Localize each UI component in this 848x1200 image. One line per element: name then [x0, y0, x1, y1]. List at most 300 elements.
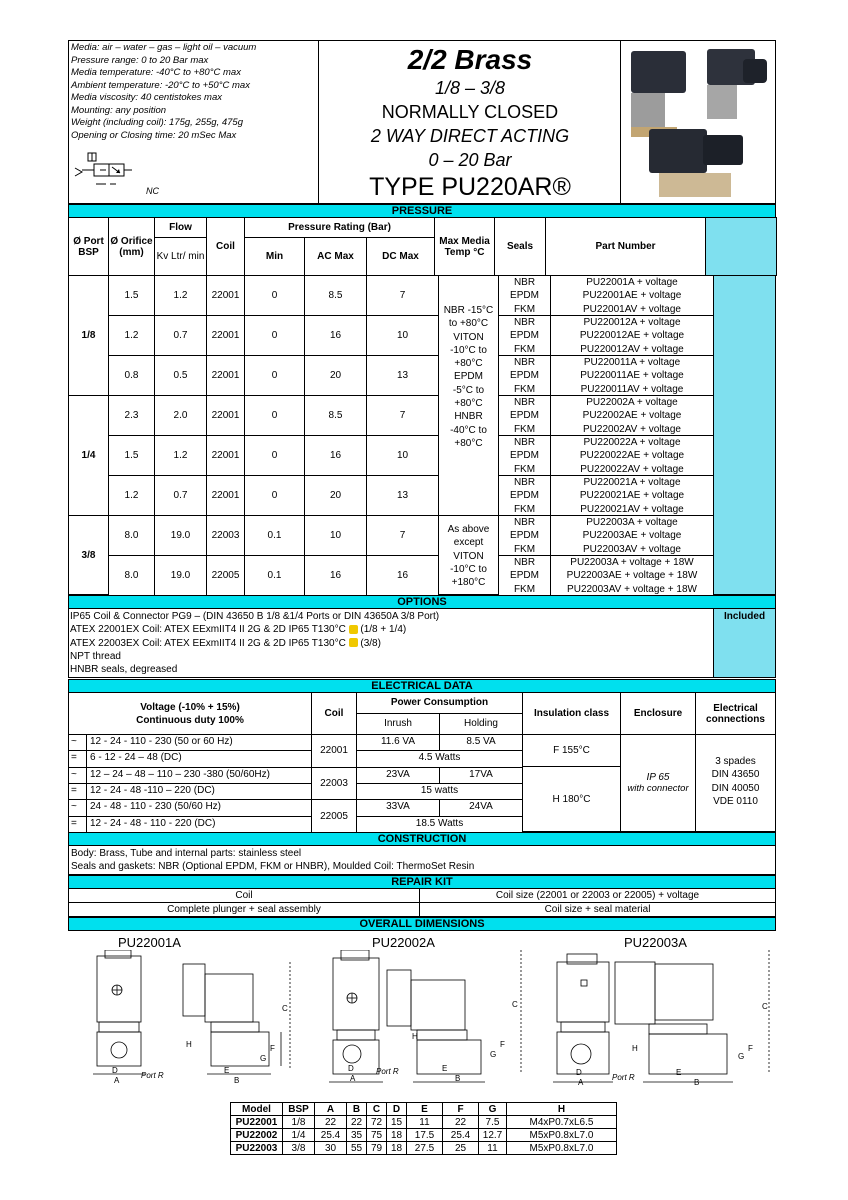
port-cell [68, 395, 109, 516]
spec-line: Media: air – water – gas – light oil – vacuum [71, 42, 257, 53]
elec-coil-header-text: Coil [324, 708, 344, 719]
pressure-cell-kv [154, 395, 207, 436]
header-divider-right [620, 40, 621, 204]
pressure-range: 0 – 20 Bar [428, 150, 512, 170]
seal-line: EPDM [510, 490, 539, 502]
pressure-value-kv: 1.2 [173, 290, 188, 301]
construction-line: Body: Brass, Tube and internal parts: stainless steel [71, 848, 302, 859]
dim-h-label: H [632, 1044, 638, 1053]
pressure-cell-coil [206, 435, 245, 476]
dim-c-label: C [282, 1004, 288, 1013]
pressure-value-dc: 13 [396, 490, 409, 501]
cyan-column [706, 218, 777, 276]
dim-value-cell: 72 [367, 1116, 387, 1129]
dim-h-label: H [186, 1040, 192, 1049]
insulation-f-cell [522, 734, 621, 767]
pressure-body [68, 275, 776, 595]
dc-watts-cell: 4.5 Watts [356, 750, 523, 767]
part-number-line: PU22002AE + voltage [582, 410, 682, 422]
pressure-cell-coil [206, 315, 245, 356]
dim-value-cell: 79 [367, 1142, 387, 1155]
connections-header-text: Electrical connections [706, 702, 765, 725]
elec-coil-cell [311, 799, 357, 833]
dim-value-cell: 15 [387, 1116, 407, 1129]
pressure-cell-orifice [108, 355, 155, 396]
pressure-cell-kv [154, 515, 207, 556]
temp-line: EPDM [454, 371, 483, 383]
construction-section-header: CONSTRUCTION [68, 832, 776, 846]
dim-value-cell: 35 [347, 1129, 367, 1142]
seals-cell [498, 475, 551, 516]
seal-line: NBR [513, 477, 536, 488]
dim-g-label: G [738, 1052, 745, 1061]
pressure-value-dc: 7 [399, 290, 406, 301]
port-r-label: Port R [141, 1071, 164, 1080]
min-header: Min [245, 238, 305, 276]
spec-line: Mounting: any position [71, 104, 167, 116]
pressure-cell-dc [366, 515, 439, 556]
temp-line: -5°C to [452, 384, 485, 396]
duty-header: Continuous duty 100% [136, 715, 244, 726]
pressure-value-coil: 22001 [211, 370, 240, 381]
spec-line: Ambient temperature: -20°C to +50°C max [71, 79, 250, 91]
pressure-table [68, 217, 777, 276]
dim-table-header: Model [231, 1103, 283, 1116]
pressure-cell-dc [366, 555, 439, 596]
spec-line: Media viscosity: 40 centistokes max [71, 92, 223, 103]
dim-table-header: E [407, 1103, 443, 1116]
part-number-cell [550, 555, 714, 596]
pressure-cell-ac [304, 435, 367, 476]
dim-value-cell: 25.4 [443, 1129, 479, 1142]
port-header: Ø Port BSP [69, 218, 109, 276]
port-r-label: Port R [612, 1073, 635, 1082]
direct-acting: 2 WAY DIRECT ACTING [370, 126, 570, 146]
port-cell [68, 275, 109, 396]
power-header-text: Power Consumption [390, 697, 489, 708]
elec-coil-value: 22003 [320, 777, 348, 789]
part-number-line: PU22002A + voltage [586, 397, 678, 408]
holding-header [439, 713, 523, 735]
part-number-line: PU220011A + voltage [583, 357, 681, 368]
dim-table-header: D [387, 1103, 407, 1116]
seal-line: FKM [513, 583, 536, 595]
dim-value-cell: 17.5 [407, 1129, 443, 1142]
holding-cell: 8.5 VA [439, 734, 523, 751]
dim-value-cell: 18 [387, 1129, 407, 1142]
temp-line: to +80°C [448, 318, 489, 330]
pressure-cell-ac [304, 275, 367, 316]
temp-line: -40°C to [450, 424, 487, 436]
size-range: 1/8 – 3/8 [434, 78, 506, 98]
title-block [320, 44, 620, 202]
pressure-cell-min [244, 435, 305, 476]
part-number-line: PU22003AV + voltage + 18W [567, 583, 697, 595]
pressure-value-ac: 8.5 [328, 290, 343, 301]
seal-line: NBR [513, 557, 536, 568]
voltage-value: 12 - 24 - 110 - 230 (50 or 60 Hz) [86, 734, 312, 751]
atex-icon [349, 625, 358, 634]
normally-closed: NORMALLY CLOSED [381, 102, 559, 122]
pressure-cell-dc [366, 475, 439, 516]
dim-value-cell: 55 [347, 1142, 367, 1155]
seals-cell [498, 355, 551, 396]
pressure-cell-orifice [108, 275, 155, 316]
option-suffix: (3/8) [360, 637, 381, 649]
pressure-cell-coil [206, 355, 245, 396]
coil-header: Coil [207, 218, 245, 276]
pressure-value-min: 0.1 [267, 570, 282, 581]
temp-line: -10°C to [450, 563, 487, 575]
pressure-cell-kv [154, 555, 207, 596]
holding-cell: 17VA [439, 767, 523, 784]
dim-c-label: C [512, 1000, 518, 1009]
repair-item: Coil [69, 889, 420, 903]
pressure-cell-orifice [108, 395, 155, 436]
dim-model-cell: PU22003 [231, 1142, 283, 1155]
voltage-symbol: = [68, 750, 87, 767]
insulation-h: H 180°C [552, 793, 591, 805]
pressure-cell-coil [206, 555, 245, 596]
part-number-line: PU22001AV + voltage [583, 303, 681, 315]
pressure-value-coil: 22001 [211, 410, 240, 421]
seal-line: NBR [513, 277, 536, 288]
voltage-symbol: ~ [68, 767, 87, 784]
voltage-value: 6 - 12 - 24 – 48 (DC) [86, 750, 312, 767]
option-line: IP65 Coil & Connector PG9 – (DIN 43650 B 1/8 &1/4 Ports or DIN 43650A 3/8 Port) [70, 611, 440, 622]
seal-line: NBR [513, 517, 536, 528]
dim-d-label: D [576, 1068, 582, 1077]
part-number-line: PU220022AE + voltage [579, 450, 685, 462]
temp-line: VITON [453, 331, 484, 343]
seal-line: EPDM [510, 330, 539, 342]
connections-header [695, 692, 776, 735]
temp-line: except [453, 537, 484, 549]
voltage-symbol: = [68, 783, 87, 800]
inrush-cell: 23VA [356, 767, 440, 784]
port-value: 1/4 [81, 450, 96, 461]
dim-table-header: BSP [283, 1103, 315, 1116]
seal-line: FKM [513, 543, 536, 555]
dim-e-label: E [224, 1066, 230, 1075]
dim-value-cell: 7.5 [479, 1116, 507, 1129]
part-number-line: PU220021A + voltage [583, 477, 681, 488]
construction-line: Seals and gaskets: NBR (Optional EPDM, FKM or HNBR), Moulded Coil: ThermoSet Resin [71, 860, 475, 872]
inrush-header-text: Inrush [384, 718, 412, 729]
dim-value-cell: 22 [315, 1116, 347, 1129]
port-cell [68, 515, 109, 595]
dim-a-label: A [578, 1078, 584, 1087]
part-number-line: PU220021AE + voltage [579, 490, 685, 502]
pressure-cell-min [244, 355, 305, 396]
spec-line: Pressure range: 0 to 20 Bar max [71, 54, 209, 66]
pressure-value-orifice: 1.2 [124, 490, 139, 501]
spec-line: Weight (including coil): 175g, 255g, 475g [71, 117, 243, 128]
dc-watts-cell: 18.5 Watts [356, 816, 523, 833]
dim-value-cell: 25 [443, 1142, 479, 1155]
voltage-symbol: ~ [68, 799, 87, 816]
dim-value-cell: 12.7 [479, 1129, 507, 1142]
pressure-cell-min [244, 275, 305, 316]
pressure-cell-ac [304, 355, 367, 396]
voltage-value: 12 - 24 - 48 -110 – 220 (DC) [86, 783, 312, 800]
connection-line: 3 spades [715, 756, 756, 767]
dim-g-label: G [490, 1050, 497, 1059]
temp-line: VITON [453, 550, 484, 562]
pressure-value-min: 0 [271, 290, 278, 301]
pressure-cell-orifice [108, 515, 155, 556]
repair-item: Complete plunger + seal assembly [69, 903, 420, 917]
seal-line: EPDM [510, 370, 539, 382]
options-list [70, 610, 710, 676]
pressure-cell-dc [366, 395, 439, 436]
pressure-cell-dc [366, 315, 439, 356]
pressure-value-coil: 22001 [211, 290, 240, 301]
dim-f-label: F [500, 1040, 505, 1049]
pressure-rating-header: Pressure Rating (Bar) [245, 218, 435, 238]
connection-line: DIN 40050 [711, 782, 760, 794]
options-section-header: OPTIONS [68, 595, 776, 609]
dim-table-header: H [507, 1103, 617, 1116]
pressure-cell-min [244, 555, 305, 596]
option-line: HNBR seals, degreased [70, 664, 178, 676]
seal-line: FKM [513, 303, 536, 315]
insulation-header-text: Insulation class [533, 708, 610, 719]
pressure-cell-ac [304, 395, 367, 436]
option-text: ATEX 22001EX Coil: ATEX EExmIIT4 II 2G & 2D IP65 T130°C [70, 624, 346, 636]
spec-list [71, 42, 316, 142]
repair-table [68, 888, 776, 917]
part-number-line: PU220011AE + voltage [580, 370, 684, 382]
pressure-cell-min [244, 475, 305, 516]
page-title: 2/2 Brass [407, 44, 533, 75]
pressure-value-dc: 13 [396, 370, 409, 381]
temp-line: +80°C [454, 358, 483, 370]
pressure-cell-orifice [108, 475, 155, 516]
option-suffix: (1/8 + 1/4) [360, 624, 407, 636]
insulation-h-cell [522, 766, 621, 832]
holding-cell: 24VA [439, 799, 523, 816]
pressure-cell-ac [304, 475, 367, 516]
dim-b-label: B [234, 1076, 240, 1085]
dim-e-label: E [442, 1064, 448, 1073]
inrush-cell: 33VA [356, 799, 440, 816]
model-label: PU22002A [372, 935, 435, 950]
part-number-line: PU22002AV + voltage [583, 423, 681, 435]
part-number-line: PU22003AE + voltage + 18W [566, 570, 698, 582]
voltage-value: 24 - 48 - 110 - 230 (50/60 Hz) [86, 799, 312, 816]
voltage-header: Voltage (-10% + 15%) [140, 702, 240, 713]
dimension-drawing-1 [85, 950, 310, 1090]
dim-value-cell: 22 [443, 1116, 479, 1129]
part-number-line: PU22001AE + voltage [582, 290, 682, 302]
part-number-line: PU22001A + voltage [586, 277, 678, 288]
pressure-value-orifice: 1.5 [124, 290, 139, 301]
dim-value-cell: M4xP0.7xL6.5 [507, 1116, 617, 1129]
dim-value-cell: 27.5 [407, 1142, 443, 1155]
pressure-value-dc: 10 [396, 450, 409, 461]
pressure-cell-ac [304, 555, 367, 596]
temp-header: Max Media Temp °C [435, 218, 495, 276]
port-value: 1/8 [81, 330, 96, 341]
dim-value-cell: M5xP0.8xL7.0 [507, 1129, 617, 1142]
dim-table-header: F [443, 1103, 479, 1116]
elec-coil-cell [311, 734, 357, 768]
electrical-section-header: ELECTRICAL DATA [68, 679, 776, 693]
temp-cell [438, 275, 499, 516]
port-value: 3/8 [81, 549, 96, 561]
pressure-cell-coil [206, 515, 245, 556]
part-number-line: PU220021AV + voltage [580, 503, 684, 515]
dim-a-label: A [350, 1074, 356, 1083]
voltage-value: 12 - 24 - 48 - 110 - 220 (DC) [86, 816, 312, 833]
dim-value-cell: 3/8 [283, 1142, 315, 1155]
pressure-value-min: 0 [271, 450, 278, 461]
pressure-cell-orifice [108, 315, 155, 356]
model-label: PU22001A [118, 935, 181, 950]
seal-line: NBR [513, 357, 536, 368]
orifice-header: Ø Orifice (mm) [109, 218, 155, 276]
seal-line: FKM [513, 503, 536, 515]
pressure-value-dc: 7 [399, 530, 406, 541]
seals-cell [498, 275, 551, 316]
seal-line: EPDM [510, 290, 539, 302]
dim-value-cell: M5xP0.8xL7.0 [507, 1142, 617, 1155]
pressure-value-ac: 16 [329, 330, 342, 341]
type-label: TYPE PU220AR® [369, 173, 571, 201]
seals-cell [498, 515, 551, 556]
options-included: Included [723, 611, 766, 622]
pressure-value-kv: 19.0 [170, 570, 191, 581]
symbol-nc-label: NC [146, 186, 159, 196]
voltage-symbol: ~ [68, 734, 87, 751]
enclosure-cell [620, 734, 696, 832]
pressure-value-dc: 7 [399, 410, 406, 421]
voltage-symbol: = [68, 816, 87, 833]
pressure-cell-min [244, 515, 305, 556]
dim-d-label: D [348, 1064, 354, 1073]
pressure-cell-coil [206, 395, 245, 436]
seal-line: NBR [513, 317, 536, 328]
part-number-line: PU22003A + voltage [586, 517, 678, 528]
pressure-value-min: 0 [271, 410, 278, 421]
pressure-cell-dc [366, 355, 439, 396]
holding-header-text: Holding [464, 718, 498, 729]
valve-symbol-icon [72, 150, 152, 196]
part-number-cell [550, 515, 714, 556]
pressure-cell-ac [304, 515, 367, 556]
product-photo [623, 43, 773, 201]
pressure-cell-coil [206, 275, 245, 316]
port-r-label: Port R [376, 1067, 399, 1076]
pressure-value-ac: 20 [329, 370, 342, 381]
pressure-value-min: 0 [271, 490, 278, 501]
elec-coil-header [311, 692, 357, 735]
pressure-value-ac: 20 [329, 490, 342, 501]
pressure-value-coil: 22001 [211, 490, 240, 501]
connection-line: DIN 43650 [711, 769, 760, 781]
part-number-line: PU220022AV + voltage [580, 463, 684, 475]
pressure-cell-dc [366, 435, 439, 476]
pressure-value-kv: 0.7 [173, 330, 188, 341]
part-number-cell [550, 355, 714, 396]
dim-table-row [231, 1129, 617, 1142]
dim-table-row [231, 1142, 617, 1155]
connection-line: VDE 0110 [713, 795, 758, 807]
pressure-value-min: 0 [271, 370, 278, 381]
pressure-value-coil: 22003 [211, 530, 240, 541]
dim-table-header: G [479, 1103, 507, 1116]
pressure-cell-min [244, 395, 305, 436]
seal-line: FKM [513, 343, 536, 355]
seal-line: EPDM [510, 450, 539, 462]
dc-header: DC Max [367, 238, 435, 276]
temp-cell [438, 515, 499, 595]
elec-coil-value: 22001 [320, 745, 348, 757]
temp-line: NBR -15°C [443, 305, 494, 316]
repair-section-header: REPAIR KIT [68, 875, 776, 889]
pressure-value-kv: 0.5 [173, 370, 188, 381]
dim-c-label: C [762, 1002, 768, 1011]
dim-value-cell: 1/4 [283, 1129, 315, 1142]
pressure-value-orifice: 8.0 [124, 530, 139, 541]
dim-b-label: B [694, 1078, 700, 1087]
seal-line: FKM [513, 423, 536, 435]
flow-header: Flow [155, 218, 207, 238]
pressure-value-coil: 22005 [211, 570, 240, 581]
dimension-drawing-2 [325, 950, 540, 1090]
option-line [70, 623, 710, 636]
pressure-value-orifice: 0.8 [124, 370, 139, 381]
pressure-cell-dc [366, 275, 439, 316]
pressure-value-orifice: 8.0 [124, 570, 139, 581]
dc-watts-cell: 15 watts [356, 783, 523, 800]
voltage-value: 12 – 24 – 48 – 110 – 230 -380 (50/60Hz) [86, 767, 312, 784]
atex-icon [349, 638, 358, 647]
elec-coil-value: 22005 [320, 810, 348, 822]
dim-f-label: F [748, 1044, 753, 1053]
dim-value-cell: 30 [315, 1142, 347, 1155]
pressure-value-coil: 22001 [211, 330, 240, 341]
enclosure-header [620, 692, 696, 735]
seals-cell [498, 435, 551, 476]
seals-cell [498, 395, 551, 436]
pressure-cell-ac [304, 315, 367, 356]
part-number-line: PU22003AE + voltage [582, 530, 682, 542]
seal-line: FKM [513, 463, 536, 475]
pressure-value-ac: 16 [329, 570, 342, 581]
inrush-header [356, 713, 440, 735]
dim-value-cell: 11 [407, 1116, 443, 1129]
seal-line: EPDM [510, 410, 539, 422]
seals-cell [498, 555, 551, 596]
seal-line: EPDM [510, 530, 539, 542]
dim-table-header: C [367, 1103, 387, 1116]
part-number-cell [550, 475, 714, 516]
dim-e-label: E [676, 1068, 682, 1077]
dim-table-header: A [315, 1103, 347, 1116]
dim-model-cell: PU22001 [231, 1116, 283, 1129]
dimension-drawing-3 [553, 950, 775, 1090]
pressure-cell-coil [206, 475, 245, 516]
part-number-line: PU220012AV + voltage [580, 343, 684, 355]
cyan-column [713, 275, 776, 595]
dim-table-header: B [347, 1103, 367, 1116]
pressure-value-min: 0 [271, 330, 278, 341]
part-number-line: PU22003A + voltage + 18W [570, 557, 694, 568]
insulation-f: F 155°C [553, 745, 590, 756]
dim-table-row [231, 1116, 617, 1129]
